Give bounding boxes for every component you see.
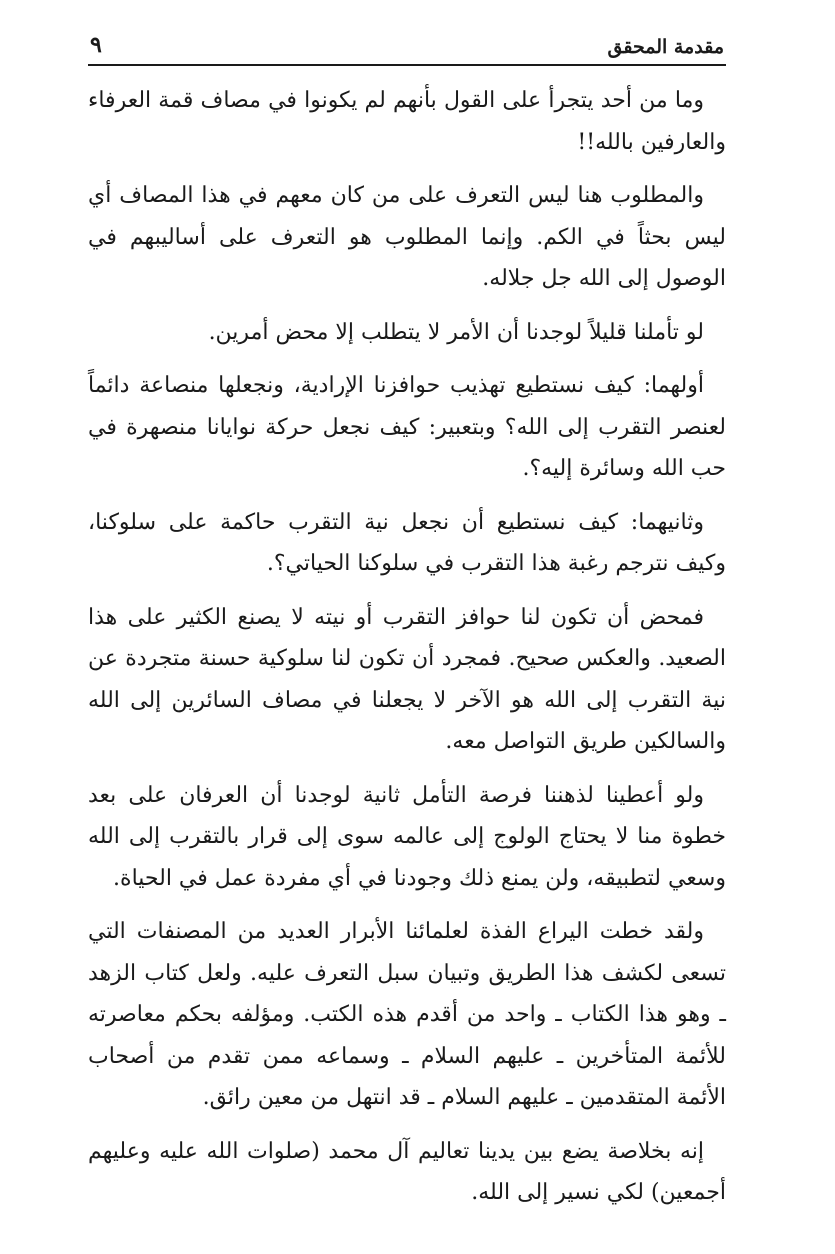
- paragraph-5: وثانيهما: كيف نستطيع أن نجعل نية التقرب حاكمة على سلوكنا، وكيف نترجم رغبة هذا التقرب في سلوكنا الحياتي؟.: [88, 509, 726, 576]
- page-header: [88, 24, 726, 66]
- paragraph-2: والمطلوب هنا ليس التعرف على من كان معهم في هذا المصاف أي ليس بحثاً في الكم. وإنما المطلوب هو التعرف على أساليبهم في الوصول إلى الله جل جلاله.: [88, 183, 726, 291]
- paragraph-4: أولهما: كيف نستطيع تهذيب حوافزنا الإرادية، ونجعلها منصاعة دائماً لعنصر التقرب إلى الله؟ وبتعبير: كيف نجعل حركة نوايانا منصهرة في حب الله وسائرة إليه؟.: [88, 373, 726, 481]
- body-text: [88, 80, 726, 1214]
- paragraph-8: ولقد خطت اليراع الفذة لعلمائنا الأبرار العديد من المصنفات التي تسعى لكشف هذا الطريق وتبيان سبل التعرف عليه. ولعل كتاب الزهد ـ وهو هذا الكتاب ـ واحد من أقدم هذه الكتب. ومؤلفه بحكم معاصرته للأئمة المتأخرين ـ عليهم السلام ـ وسماعه ممن تقدم من أصحاب الأئمة المتقدمين ـ عليهم السلام ـ قد انتهل من معين رائق.: [88, 919, 726, 1110]
- paragraph-1: وما من أحد يتجرأ على القول بأنهم لم يكونوا في مصاف قمة العرفاء والعارفين بالله!!: [88, 88, 726, 155]
- paragraph-3: لو تأملنا قليلاً لوجدنا أن الأمر لا يتطلب إلا محض أمرين.: [208, 319, 704, 345]
- paragraph-7: ولو أعطينا لذهننا فرصة التأمل ثانية لوجدنا أن العرفان على بعد خطوة منا لا يحتاج الولوج إلى عالمه سوى إلى قرار بالتقرب إلى الله وسعي لتطبيقه، ولن يمنع ذلك وجودنا في أي مفردة عمل في الحياة.: [88, 782, 726, 891]
- book-page: [88, 24, 726, 1226]
- paragraph-6: فمحض أن تكون لنا حوافز التقرب أو نيته لا يصنع الكثير على هذا الصعيد. والعكس صحيح. فمجرد أن تكون لنا سلوكية حسنة متجردة عن نية التقرب إلى الله هو الآخر لا يجعلنا في مصاف السائرين إلى الله والسالكين طريق التواصل معه.: [88, 604, 726, 754]
- page-number: ٩: [90, 32, 102, 58]
- running-title: مقدمة المحقق: [607, 36, 724, 58]
- paragraph-9: إنه بخلاصة يضع بين يدينا تعاليم آل محمد (صلوات الله عليه وعليهم أجمعين) لكي نسير إلى الله.: [88, 1138, 726, 1205]
